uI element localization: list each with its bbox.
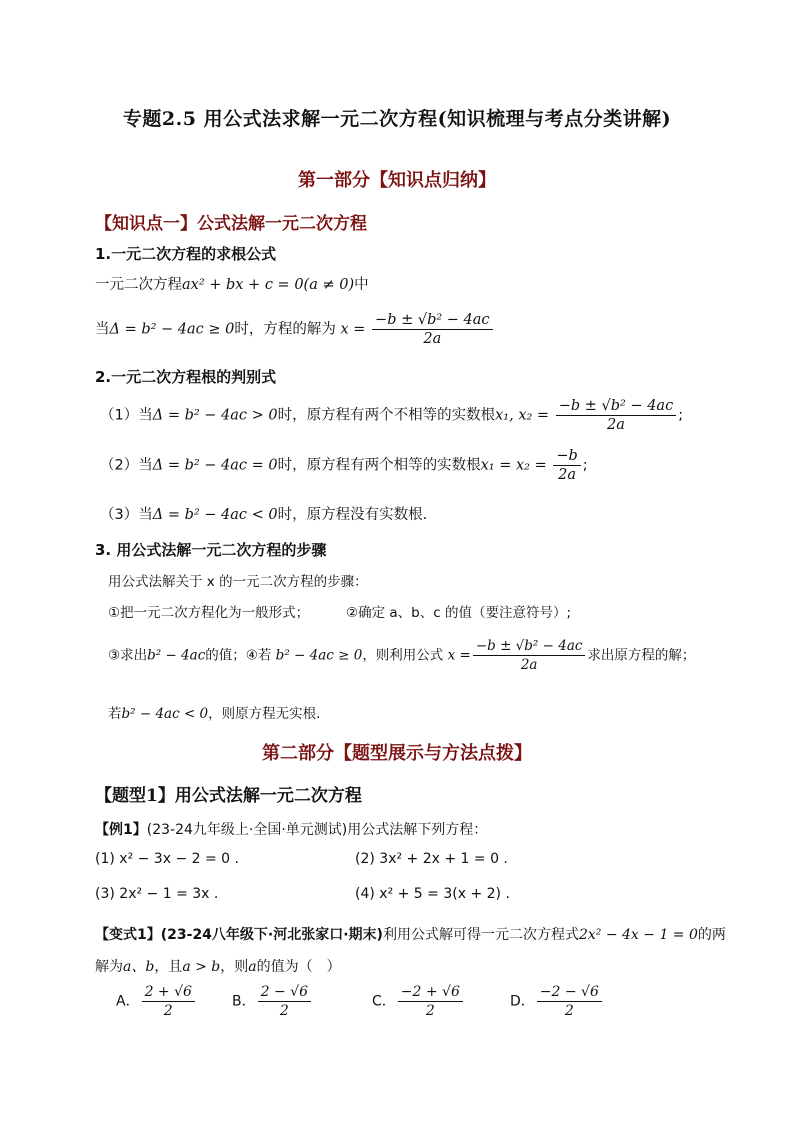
question-3: (3) 2x² − 1 = 3x . [95,886,219,902]
step-last [108,702,320,722]
formula-denominator: 2a [520,657,538,673]
option-label: A． [116,993,140,1010]
condition: Δ = b² − 4ac < 0 [152,507,278,523]
formula-numerator: −b ± √b² − 4ac [556,398,677,416]
option-fraction [258,984,311,1019]
part1-heading: 第一部分【知识点归纳】 [298,170,496,191]
text: 时，原方程没有实数根. [277,507,428,523]
roots: a、b [123,959,155,975]
denominator: 2 [425,1003,435,1019]
formula-denominator: 2a [423,331,442,347]
text: 的两 [697,927,726,943]
section2-heading: 2.一元二次方程根的判别式 [95,368,277,386]
text: 中 [354,277,369,293]
section1-heading: 1.一元二次方程的求根公式 [95,245,277,263]
text: 时，方程的解为 [234,321,336,338]
text: ，则 [220,959,249,975]
text: ; [678,407,684,424]
step1: ①把一元二次方程化为一般形式； [108,605,310,621]
discriminant-case1 [100,398,683,433]
text: ，且 [154,959,183,975]
formula-numerator: −b ± √b² − 4ac [473,638,586,656]
text: 利用公式解可得一元二次方程式 [382,927,579,943]
condition: b² − 4ac ≥ 0 [275,647,363,664]
section1-line2 [95,312,495,347]
knowledge-point-heading: 【知识点一】公式法解一元二次方程 [95,214,367,234]
discriminant-case2 [100,448,588,483]
option-b[interactable] [232,984,313,1019]
text: 当 [95,321,110,338]
equation: ax² + bx + c = 0(a ≠ 0) [182,277,355,293]
numerator: 2 + √6 [142,984,195,1002]
text: 的值；④若 [205,647,272,664]
denominator: 2 [279,1003,289,1019]
condition: Δ = b² − 4ac = 0 [152,457,278,474]
denominator: 2 [163,1003,173,1019]
numerator: 2 − √6 [258,984,311,1002]
formula-denominator: 2a [607,417,625,433]
example-tag: 【例1】 [95,822,147,838]
question-4: (4) x² + 5 = 3(x + 2) . [355,886,510,902]
formula-denominator: 2a [558,467,576,483]
step3-4 [108,638,695,673]
variable: a [248,959,257,975]
text: （1）当 [100,407,153,424]
variant1-line1 [95,924,726,944]
text: （2）当 [100,457,153,474]
option-fraction [142,984,195,1019]
discriminant-case3 [100,503,427,524]
type1-heading: 【题型1】用公式法解一元二次方程 [95,786,362,806]
text: 的值为（ ） [256,959,341,975]
condition: a > b [182,959,221,975]
section3-heading: 3. 用公式法解一元二次方程的步骤 [95,541,327,559]
x-equals: x = [447,647,471,664]
text: ; [582,457,588,474]
text: 若 [108,706,122,722]
option-label: B． [232,993,256,1010]
numerator: −2 + √6 [398,984,463,1002]
text: ，则原方程无实根. [208,706,321,722]
variant-source: (23-24八年级下·河北张家口·期末) [160,927,383,943]
text: 解为 [95,959,123,975]
denominator: 2 [564,1003,574,1019]
expression: b² − 4ac [147,647,206,664]
example-source: (23-24九年级上·全国·单元测试) [146,822,348,838]
numerator: −2 − √6 [537,984,602,1002]
section3-intro: 用公式法解关于 x 的一元二次方程的步骤： [108,574,368,590]
variant1-line2 [95,956,341,976]
text: （3）当 [100,507,153,523]
formula-numerator: −b ± √b² − 4ac [372,312,493,330]
equation: 2x² − 4x − 1 = 0 [578,927,698,943]
x-equals: x = [340,321,366,338]
option-d[interactable] [510,984,604,1019]
text: ，则利用公式 [362,647,444,664]
condition: Δ = b² − 4ac > 0 [152,407,278,424]
option-label: D． [510,993,535,1010]
option-fraction [398,984,463,1019]
question-1: (1) x² − 3x − 2 = 0 . [95,851,239,867]
root-formula [372,312,493,347]
option-label: C． [372,993,396,1010]
variant-tag: 【变式1】 [95,927,161,943]
roots: x₁, x₂ = [495,407,550,424]
text: 求出原方程的解； [587,647,696,664]
text: ③求出 [108,647,148,664]
example1 [95,819,487,839]
option-c[interactable] [372,984,465,1019]
root-formula [556,398,677,433]
section1-line1 [95,273,369,294]
example-text: 用公式法解下列方程： [347,822,488,838]
text: 时，原方程有两个不相等的实数根 [277,407,496,424]
condition: b² − 4ac < 0 [121,706,209,722]
text: 一元二次方程 [95,277,182,293]
root-formula [473,638,586,673]
page-title: 专题2.5 用公式法求解一元二次方程(知识梳理与考点分类讲解) [122,108,672,130]
option-a[interactable] [116,984,197,1019]
condition: Δ = b² − 4ac ≥ 0 [109,321,235,338]
part2-heading: 第二部分【题型展示与方法点拨】 [262,743,532,764]
option-fraction [537,984,602,1019]
double-root-formula [553,448,580,483]
step2: ②确定 a、b、c 的值（要注意符号）; [346,605,571,621]
text: 时，原方程有两个相等的实数根 [277,457,481,474]
formula-numerator: −b [553,448,580,466]
roots: x₁ = x₂ = [480,457,547,474]
question-2: (2) 3x² + 2x + 1 = 0 . [355,851,508,867]
